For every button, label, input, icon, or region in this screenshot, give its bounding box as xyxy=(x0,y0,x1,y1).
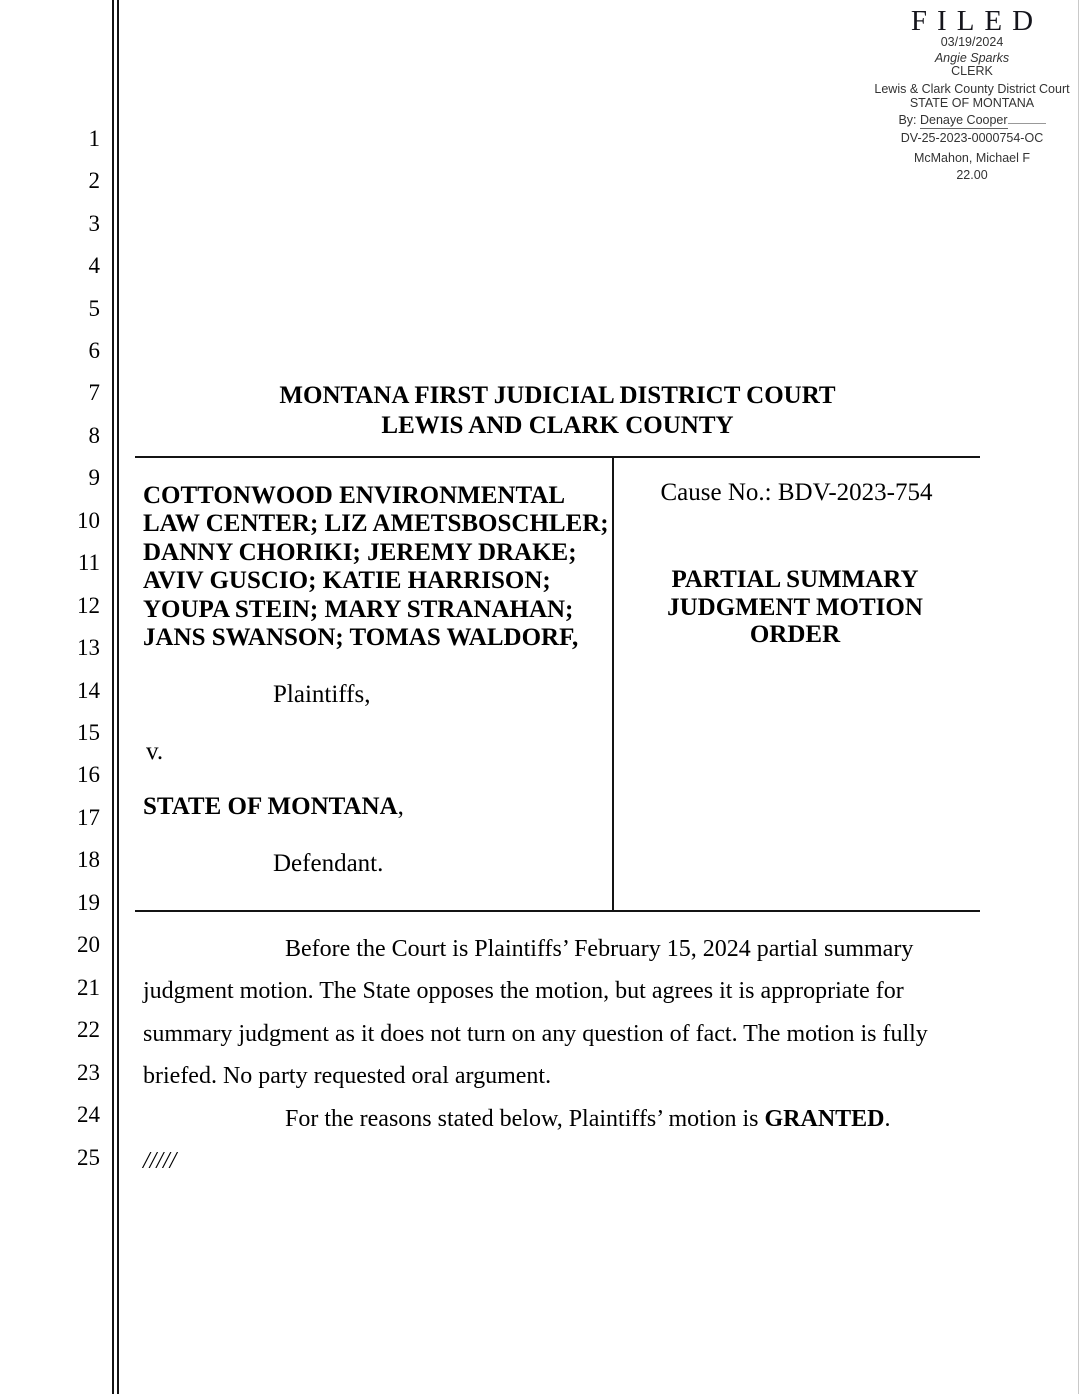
versus: v. xyxy=(146,738,164,765)
body-paragraph-1: Before the Court is Plaintiffs’ February 15, 2024 partial summary judgment motion. The State opposes the motion, but agrees it is appropriate for summary judgment as it does not turn on any question of fact. The motion is fully briefed. No party requested oral argument. xyxy=(143,936,928,1090)
line-number: 11 xyxy=(77,550,100,576)
plaintiffs-label: Plaintiffs, xyxy=(273,681,371,708)
line-number: 7 xyxy=(88,380,100,406)
body-paragraph-2-text: For the reasons stated below, Plaintiffs’ motion is xyxy=(285,1105,765,1132)
defendant-label: Defendant. xyxy=(273,850,384,877)
line-number: 1 xyxy=(88,125,100,151)
line-number: 24 xyxy=(77,1102,100,1128)
body-paragraph-2-period: . xyxy=(884,1105,891,1132)
line-number: 9 xyxy=(88,465,100,491)
plaintiff-names-line: JANS SWANSON; TOMAS WALDORF, xyxy=(143,624,579,652)
court-title-line2: LEWIS AND CLARK COUNTY xyxy=(381,411,734,439)
cause-number: Cause No.: BDV-2023-754 xyxy=(660,479,933,506)
line-number: 14 xyxy=(77,677,100,703)
margin-rule-inner xyxy=(117,0,119,1394)
line-number: 3 xyxy=(88,210,100,236)
line-number: 23 xyxy=(77,1059,100,1085)
defendant-name-text: STATE OF MONTANA xyxy=(143,793,398,820)
fee-amount: 22.00 xyxy=(956,168,988,182)
caption-top-rule xyxy=(135,456,980,458)
court-title-line1: MONTANA FIRST JUDICIAL DISTRICT COURT xyxy=(279,382,836,409)
plaintiff-names-line: DANNY CHORIKI; JEREMY DRAKE; xyxy=(143,538,577,566)
caption-bottom-rule xyxy=(135,910,980,912)
line-number: 10 xyxy=(77,507,100,533)
filing-state-name: STATE OF MONTANA xyxy=(909,96,1035,110)
line-number: 25 xyxy=(77,1144,100,1170)
line-number-gutter xyxy=(0,118,100,1179)
filed-mark: FILED xyxy=(910,5,1044,37)
line-number: 13 xyxy=(77,635,100,661)
judge-name: McMahon, Michael F xyxy=(913,151,1030,165)
plaintiff-names-line: COTTONWOOD ENVIRONMENTAL xyxy=(143,482,566,509)
defendant-name xyxy=(143,793,404,821)
deputy-by-line xyxy=(866,112,1078,127)
line-number: 21 xyxy=(77,974,100,1000)
clerk-label: CLERK xyxy=(951,64,993,78)
deputy-name: Denaye Cooper xyxy=(919,113,1008,127)
continuation-marker: ///// xyxy=(143,1148,177,1175)
line-number: 17 xyxy=(77,804,100,830)
line-number: 2 xyxy=(88,168,100,194)
line-number: 5 xyxy=(88,295,100,321)
granted-emphasis: GRANTED xyxy=(764,1105,885,1132)
line-number: 15 xyxy=(77,720,100,746)
document-number: DV-25-2023-0000754-OC xyxy=(900,131,1044,145)
plaintiff-names-line: YOUPA STEIN; MARY STRANAHAN; xyxy=(143,595,574,623)
line-number: 12 xyxy=(77,592,100,618)
court-title xyxy=(135,381,980,440)
signature-line xyxy=(1008,112,1046,124)
order-body xyxy=(143,928,968,1183)
defendant-name-comma: , xyxy=(397,793,404,820)
line-number: 8 xyxy=(88,422,100,448)
plaintiff-names xyxy=(143,482,621,652)
line-number: 6 xyxy=(88,337,100,363)
line-number: 18 xyxy=(77,847,100,873)
filed-date: 03/19/2024 xyxy=(940,35,1004,49)
plaintiff-names-line: AVIV GUSCIO; KATIE HARRISON; xyxy=(143,567,551,595)
page-right-edge xyxy=(1078,0,1079,1394)
order-title: PARTIAL SUMMARY JUDGMENT MOTION ORDER xyxy=(667,566,923,649)
line-number: 20 xyxy=(77,932,100,958)
line-number: 16 xyxy=(77,762,100,788)
line-number: 19 xyxy=(77,889,100,915)
filing-court-name: Lewis & Clark County District Court xyxy=(874,82,1070,96)
line-number: 22 xyxy=(77,1017,100,1043)
plaintiff-names-line: LAW CENTER; LIZ AMETSBOSCHLER; xyxy=(143,510,609,538)
filed-stamp xyxy=(866,2,1078,197)
line-number: 4 xyxy=(88,253,100,279)
clerk-signature: Angie Sparks xyxy=(934,51,1010,65)
margin-rule-outer xyxy=(112,0,114,1394)
by-label: By: xyxy=(898,113,920,127)
body-paragraph-2 xyxy=(143,1098,968,1140)
